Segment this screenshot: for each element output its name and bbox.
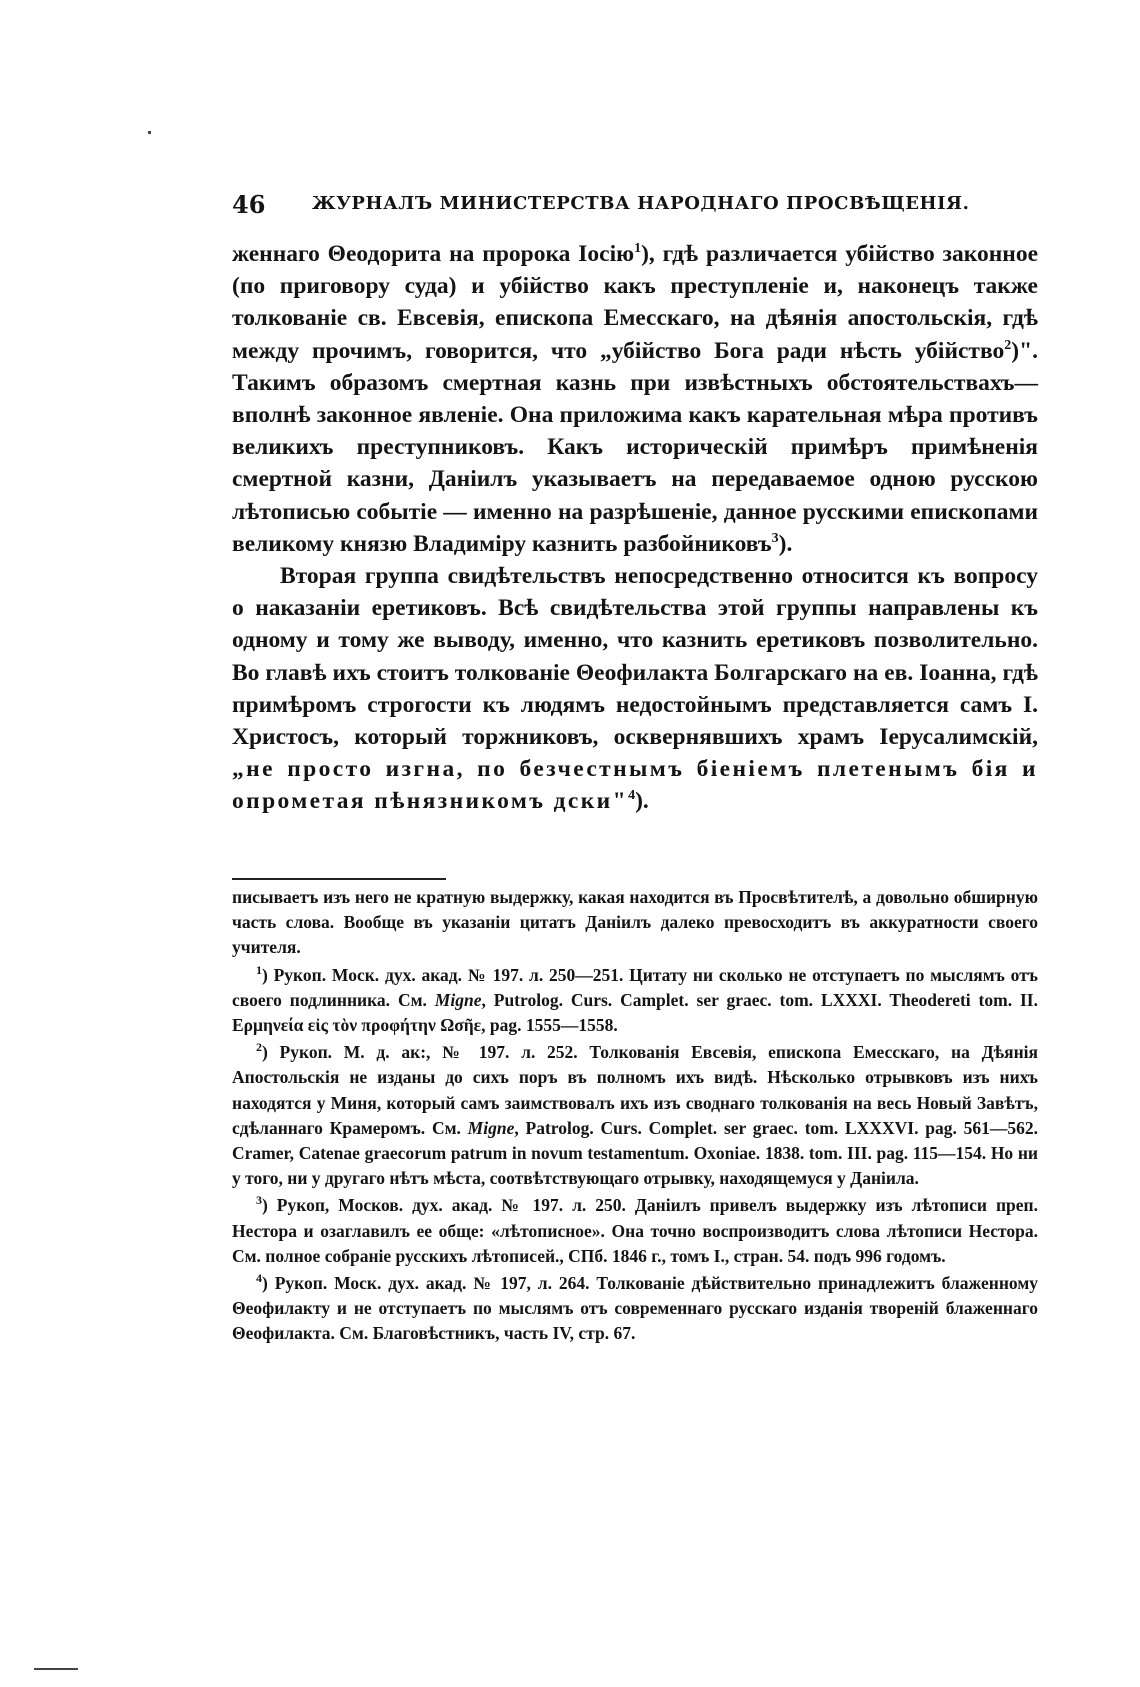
- footnote-1-mark: 1: [256, 962, 262, 977]
- footnote-1-text-a: ) Рукоп. Моск. дух. акад. № 197. л. 250—251. Цитату ни сколько не отступаетъ по мыслямъ отъ своего подлинника. См.: [232, 964, 1038, 1010]
- page-number: 46: [232, 190, 266, 219]
- paragraph-2: [232, 560, 1038, 818]
- main-text: [232, 238, 1038, 818]
- scan-speck: [34, 1668, 78, 1670]
- running-header: [232, 190, 1038, 220]
- footnote-divider: [232, 878, 446, 880]
- paragraph-2-text-a: Вторая группа свидѣтельствъ непосредственно относится къ вопросу о наказаніи еретиковъ. Всѣ свидѣтельства этой группы направлены къ одному и тому же выводу, именно, что казнить еретиковъ позволительно. Во главѣ ихъ стоитъ толкованіе Θеофилакта Болгарскаго на ев. Іоанна, гдѣ примѣромъ строгости къ людямъ недостойнымъ представляется самъ І. Христосъ, который торжниковъ, осквернявшихъ храмъ Іерусалимскій,: [232, 563, 1038, 751]
- footnote-3: [232, 1193, 1038, 1269]
- footnote-ref-4: 4: [628, 788, 636, 804]
- footnote-4-mark: 4: [256, 1271, 262, 1286]
- footnote-ref-1: 1: [634, 241, 642, 257]
- journal-title: ЖУРНАЛЪ МИНИСТЕРСТВА НАРОДНАГО ПРОСВѢЩЕНІЯ.: [312, 193, 970, 214]
- footnote-2-mark: 2: [256, 1040, 262, 1055]
- paragraph-2-text-b: ).: [635, 788, 649, 815]
- scan-speck: [148, 131, 151, 134]
- footnote-2-migne: Migne: [467, 1117, 515, 1138]
- footnote-4-text: ) Рукоп. Моск. дух. акад. № 197, л. 264. Толкованіе дѣйствительно принадлежитъ блаженному Θеофилакту и не отступаетъ по мыслямъ отъ современнаго русскаго изданія твореній блаженнаго Θеофилакта. См. Благовѣстникъ, часть IV, стр. 67.: [232, 1273, 1038, 1344]
- paragraph-1-text-b: ), гдѣ различается убійство законное (по приговору суда) и убійство какъ преступленіе и, наконецъ также толкованіе св. Евсевія, епископа Емесскаго, на дѣянія апостольскія, гдѣ между прочимъ, говорится, что „убійство Бога ради нѣсть убійство: [232, 241, 1038, 364]
- footnote-ref-3: 3: [771, 531, 779, 546]
- footnote-2-text-a: ) Рукоп. М. д. ак:, № 197. л. 252. Толкованія Евсевія, епископа Емесскаго, на Дѣянія Апостольскія не изданы до сихъ поръ въ полномъ ихъ видѣ. Нѣсколько отрывковъ изъ нихъ находятся у Миня, который самъ заимствовалъ ихъ изъ своднаго толкованія на весь Новый Завѣтъ, сдѣланнаго Крамеромъ. См.: [232, 1042, 1038, 1138]
- footnote-3-text: ) Рукоп, Москов. дух. акад. № 197. л. 250. Даніилъ привелъ выдержку изъ лѣтописи преп. Нестора и озаглавилъ ее обще: «лѣтописное». Она точно воспроизводитъ слова лѣтописи Нестора. См. полное собраніе русскихъ лѣтописей., СПб. 1846 г., томъ І., стран. 54. подъ 996 годомъ.: [232, 1195, 1038, 1266]
- footnote-1-migne: Migne: [434, 989, 482, 1010]
- footnote-1: [232, 963, 1038, 1039]
- footnote-3-mark: 3: [256, 1193, 262, 1208]
- paragraph-1-text-d: ).: [778, 530, 793, 557]
- paragraph-1: [232, 238, 1038, 560]
- footnote-continuation: писываетъ изъ него не кратную выдержку, какая находится въ Просвѣтителѣ, а довольно обширную часть слова. Вообще въ указаніи цитатъ Даніилъ далеко превосходитъ въ аккуратности своего учителя.: [232, 887, 1038, 958]
- footnotes: [232, 885, 1038, 1347]
- spaced-quotation: „не просто изгна, по безчестнымъ біеніемъ плетенымъ бія и опрометая пѣнязникомъ дски": [232, 756, 1038, 815]
- paragraph-1-text-c: )". Такимъ образомъ смертная казнь при извѣстныхъ обстоятельствахъ—вполнѣ законное явленіе. Она приложима какъ карательная мѣра противъ великихъ преступниковъ. Какъ историческій примѣръ примѣненія смертной казни, Даніилъ указываетъ на передаваемое одною русскою лѣтописью событіе — именно на разрѣшеніе, данное русскими епископами великому князю Владиміру казнить разбойниковъ: [232, 337, 1038, 557]
- footnote-4: [232, 1271, 1038, 1347]
- footnote-2: [232, 1040, 1038, 1191]
- footnote-1-text-b: , Putrolog. Curs. Camplet. ser graec. tom. LXXXI. Theodereti tom. II. Ερμηνεία εἰς τὸν προφήτην Ωσῆε, pag. 1555—1558.: [232, 989, 1038, 1036]
- paragraph-1-text-a: женнаго Θеодорита на пророка Іосію: [232, 241, 635, 267]
- footnote-ref-2: 2: [1004, 337, 1012, 353]
- footnote-2-text-b: , Patrolog. Curs. Complet. ser graec. tom. LXXXVI. pag. 561—562. Cramer, Catenae graecorum patrum in novum testamentum. Oxoniae. 1838. tom. III. pag. 115—154. Но ни у того, ни у другаго нѣтъ мѣста, соотвѣтствующаго отрывку, находящемуся у Даніила.: [232, 1117, 1038, 1189]
